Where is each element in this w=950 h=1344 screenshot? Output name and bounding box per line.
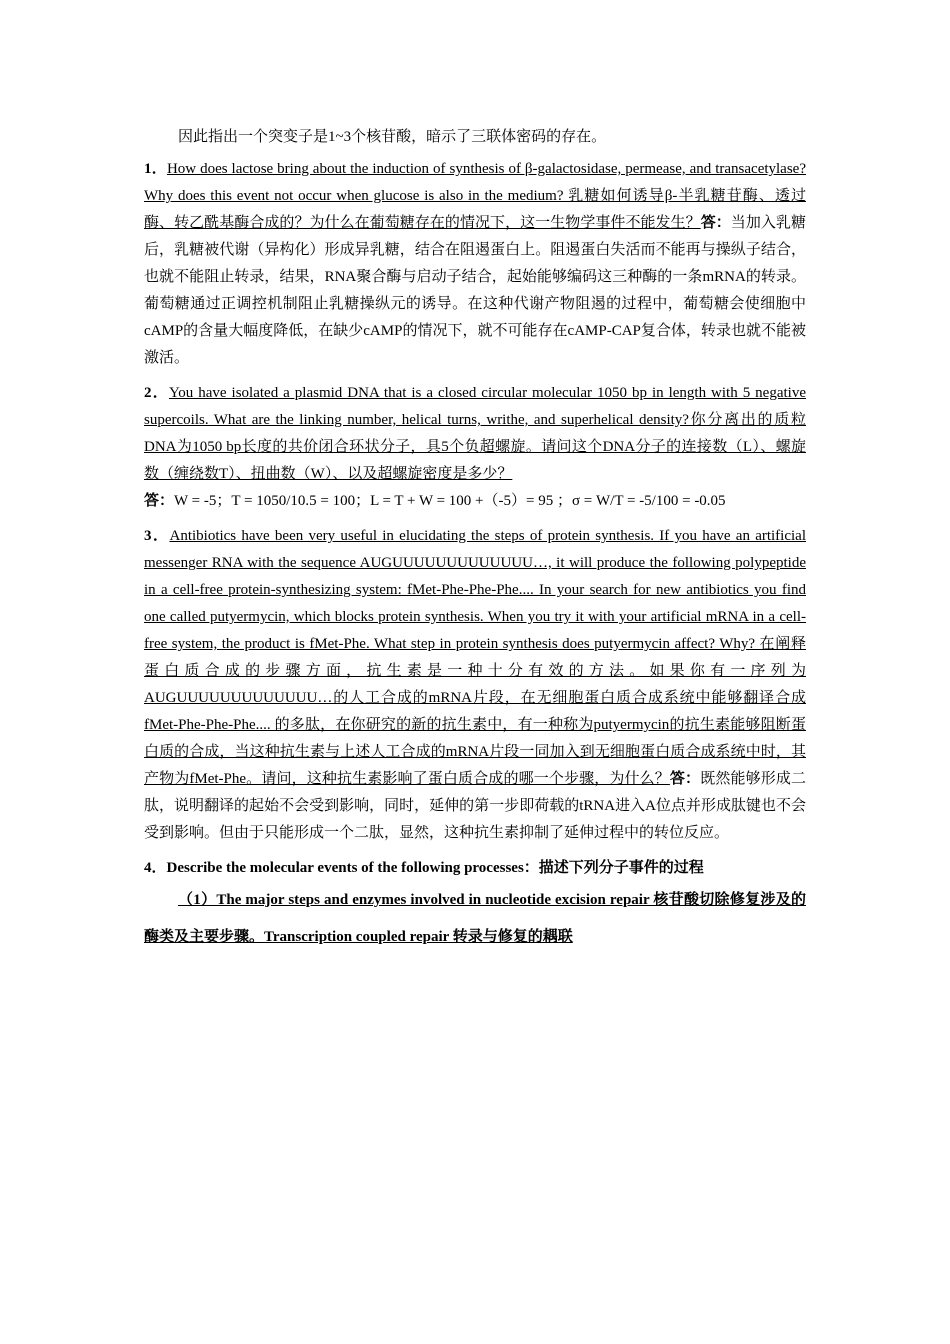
question-1-chinese: 乳糖如何诱导β-半乳糖苷酶、透过酶、转乙酰基酶合成的？为什么在葡萄糖存在的情况下，这一生物学事件不能发生？ [144, 188, 806, 231]
intro-text: 因此指出一个突变子是1~3个核苷酸，暗示了三联体密码的存在。 [178, 129, 607, 145]
question-1-number: 1． [144, 161, 167, 177]
question-3-number: 3． [144, 528, 170, 544]
question-3-answer-label: 答： [669, 771, 701, 787]
question-1 [144, 156, 806, 372]
question-1-english: How does lactose bring about the induction of synthesis of β-galactosidase, permease, and transacetylase? Why does this event not occur when glucose is also in the medium? [144, 161, 806, 204]
question-3-answer: 既然能够形成二肽，说明翻译的起始不会受到影响，同时，延伸的第一步即荷载的tRNA进入A位点并形成肽键也不会受到影响。但由于只能形成一个二肽，显然，这种抗生素抑制了延伸过程中的转位反应。 [144, 771, 806, 841]
question-1-answer-label: 答： [700, 215, 731, 231]
question-3-english: Antibiotics have been very useful in elucidating the steps of protein synthesis. If you have an artificial messenger RNA with the sequence AUGUUUUUUUUUUUUU…, it will produce the following polypeptide in a cell-free protein-synthesizing system: fMet-Phe-Phe-Phe.... In your search for new antibiotics you find one called putyermycin, which blocks protein synthesis. When you try it with your artificial mRNA in a cell-free system, the product is fMet-Phe. What step in protein synthesis does putyermycin affect? Why? [144, 528, 806, 652]
document-body [144, 119, 806, 956]
question-3 [144, 523, 806, 847]
question-4 [144, 855, 806, 882]
question-1-answer: 当加入乳糖后，乳糖被代谢（异构化）形成异乳糖，结合在阻遏蛋白上。阻遏蛋白失活而不能再与操纵子结合，也就不能阻止转录，结果，RNA聚合酶与启动子结合，起始能够编码这三种酶的一条mRNA的转录。葡萄糖通过正调控机制阻止乳糖操纵元的诱导。在这种代谢产物阻遏的过程中，葡萄糖会使细胞中cAMP的含量大幅度降低，在缺少cAMP的情况下，就不可能存在cAMP-CAP复合体，转录也就不能被激活。 [144, 215, 806, 366]
question-2-answer: W = -5；T = 1050/10.5 = 100；L = T + W = 100 +（-5）= 95 ；σ = W/T = -5/100 = -0.05 [174, 493, 726, 509]
question-2-english: You have isolated a plasmid DNA that is a closed circular molecular 1050 bp in length with 5 negative supercoils. What are the linking number, helical turns, writhe, and superhelical density? [144, 385, 806, 428]
question-4-sub1-text: （1）The major steps and enzymes involved in nucleotide excision repair 核苷酸切除修复涉及的酶类及主要步骤。Transcription coupled repair 转录与修复的耦联 [144, 892, 806, 945]
question-2-chinese: 你分离出的质粒DNA为1050 bp长度的共价闭合环状分子，具5个负超螺旋。请问这个DNA分子的连接数（L）、螺旋数（缠绕数T）、扭曲数（W）、以及超螺旋密度是多少？ [144, 412, 806, 482]
question-2-number: 2． [144, 385, 169, 401]
question-2-answer-label: 答： [144, 493, 175, 509]
intro-paragraph [144, 119, 806, 156]
question-2 [144, 380, 806, 515]
question-4-title: 4．Describe the molecular events of the following processes：描述下列分子事件的过程 [144, 860, 704, 876]
question-4-sub1 [144, 882, 806, 956]
question-3-chinese: 在阐释蛋白质合成的步骤方面，抗生素是一种十分有效的方法。如果你有一序列为AUGUUUUUUUUUUUUU…的人工合成的mRNA片段，在无细胞蛋白质合成系统中能够翻译合成fMet-Phe-Phe-Phe.... 的多肽，在你研究的新的抗生素中，有一种称为putyermycin的抗生素能够阻断蛋白质的合成，当这种抗生素与上述人工合成的mRNA片段一同加入到无细胞蛋白质合成系统中时，其产物为fMet-Phe。请问，这种抗生素影响了蛋白质合成的哪一个步骤，为什么？ [144, 636, 806, 787]
